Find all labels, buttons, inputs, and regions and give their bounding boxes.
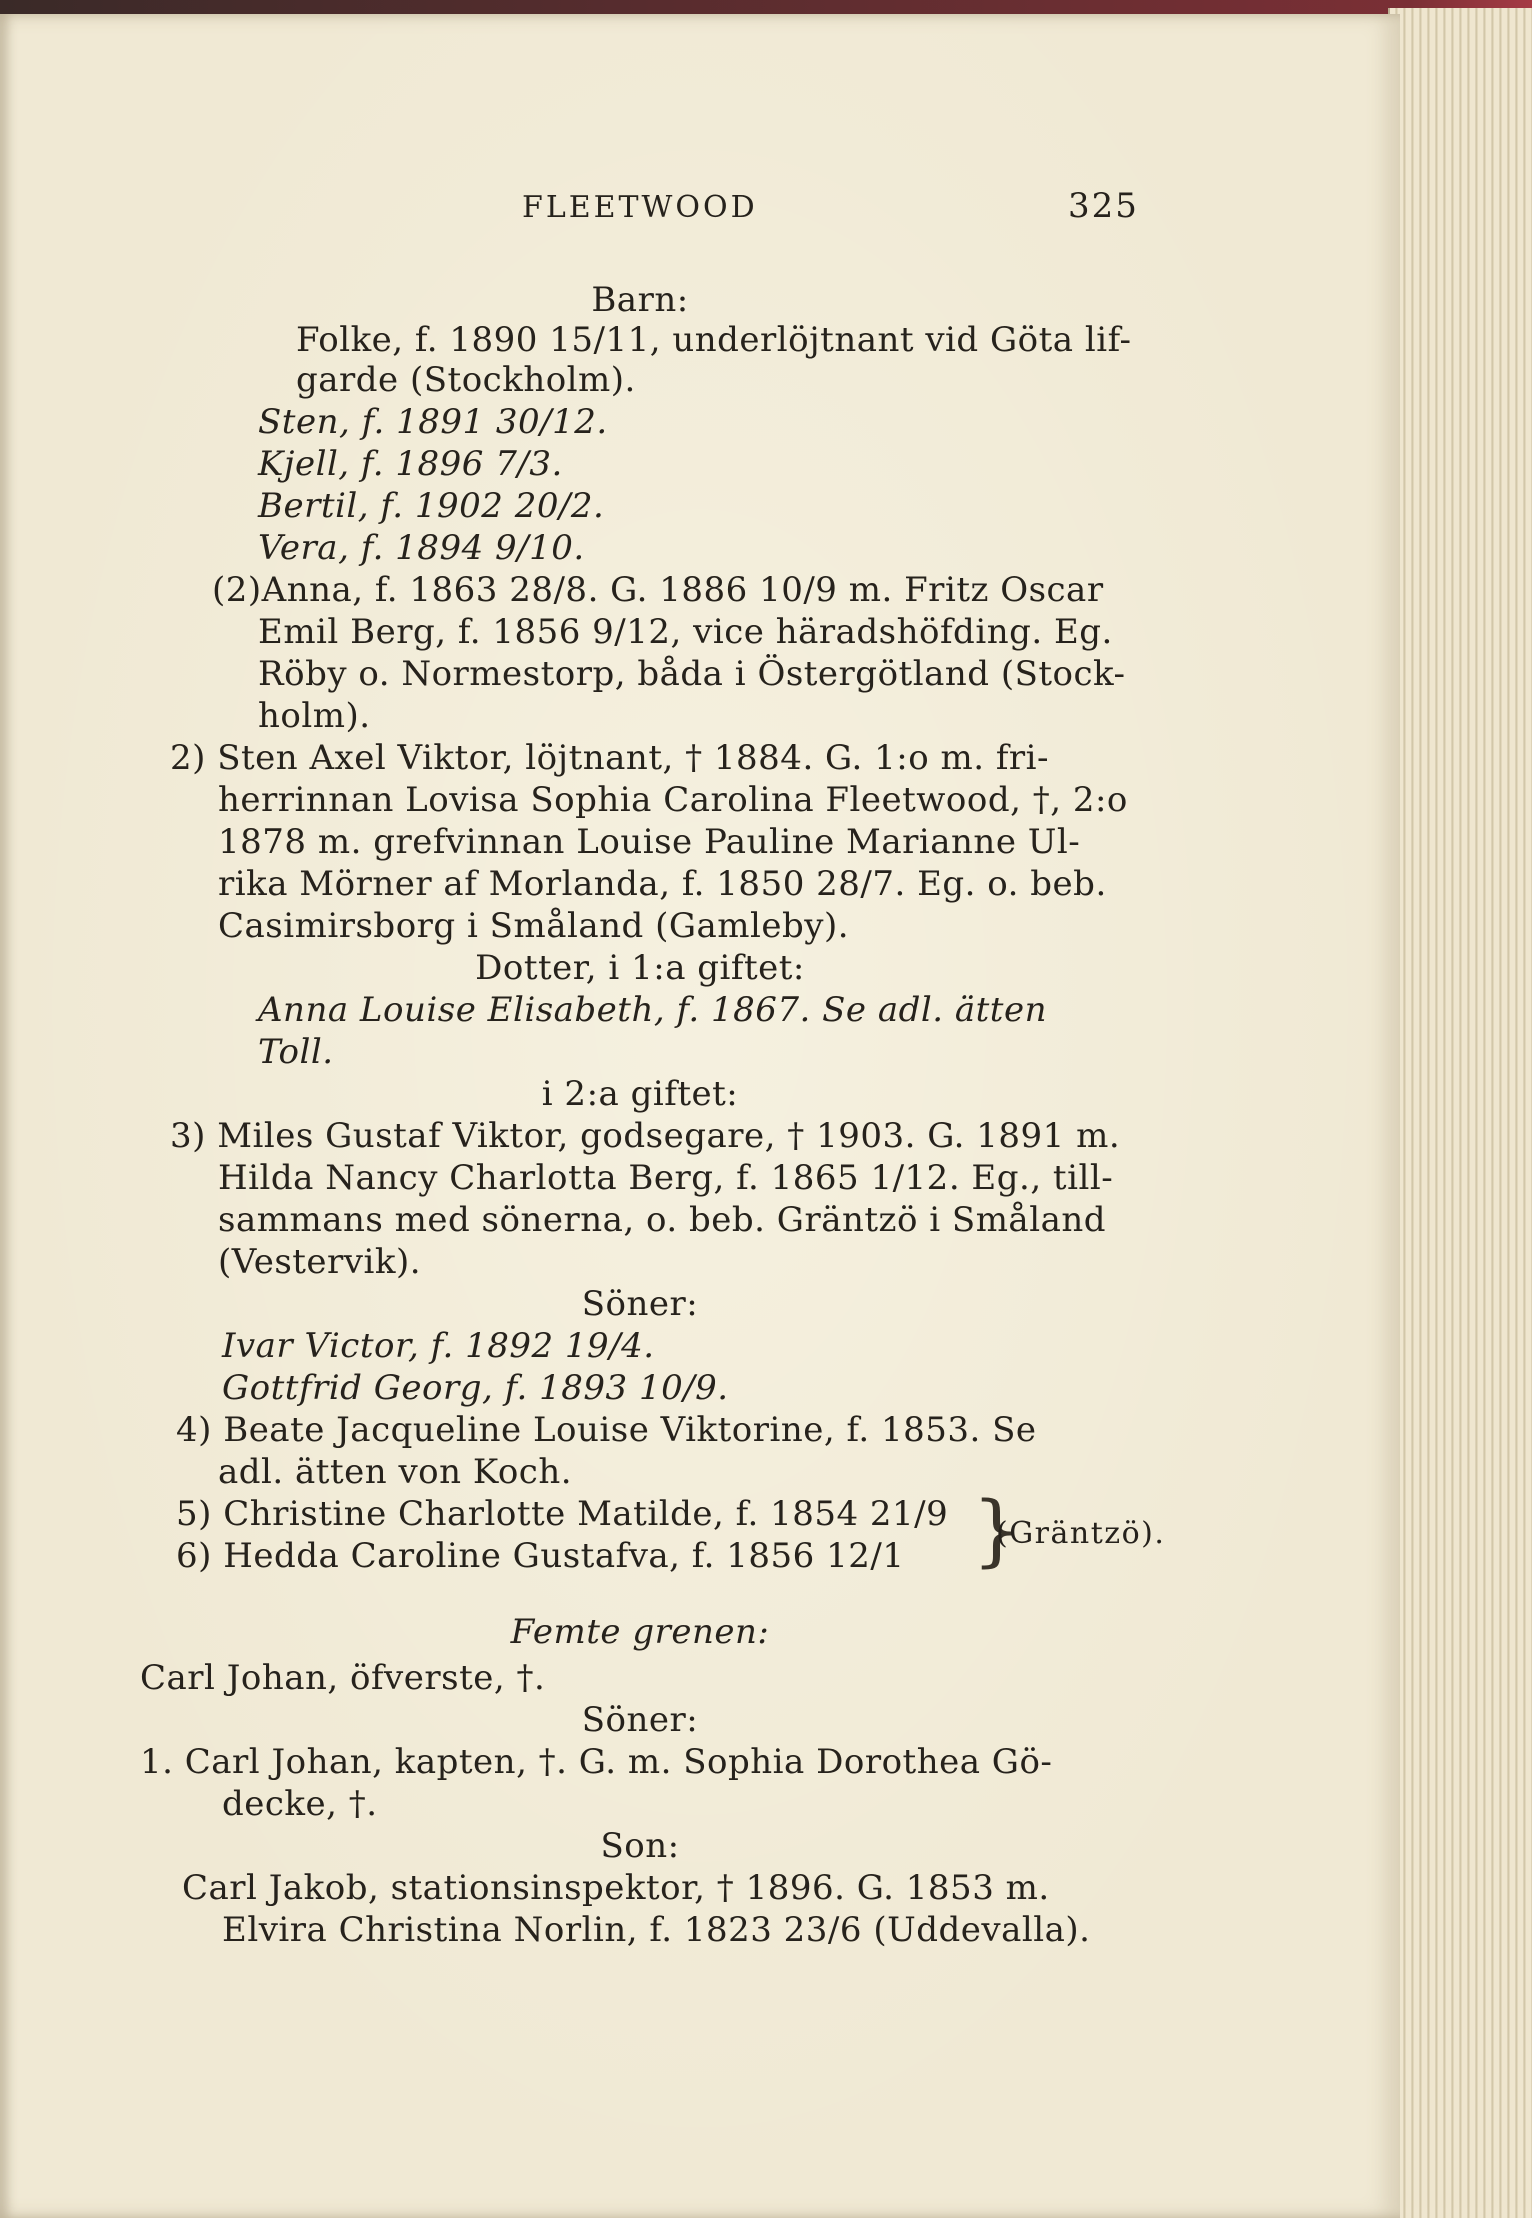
text-line: 2) Sten Axel Viktor, löjtnant, † 1884. G. 1:o m. fri-	[170, 738, 1050, 778]
heading-barn: Barn:	[591, 280, 689, 320]
text-line: 6) Hedda Caroline Gustafva, f. 1856 12/1	[176, 1536, 905, 1576]
text-line: Emil Berg, f. 1856 9/12, vice häradshöfding. Eg.	[258, 612, 1113, 652]
heading-femte-grenen: Femte grenen:	[510, 1612, 770, 1652]
brace: }	[972, 1486, 1022, 1576]
book-page	[0, 14, 1400, 2218]
page-number: 325	[1068, 186, 1139, 226]
text-line: 5) Christine Charlotte Matilde, f. 1854 21/9	[176, 1494, 949, 1534]
text-line: Folke, f. 1890 15/11, underlöjtnant vid Göta lif-	[296, 320, 1132, 360]
page-edges	[1388, 8, 1532, 2218]
text-line: 1878 m. grefvinnan Louise Pauline Marianne Ul-	[218, 822, 1081, 862]
text-line: decke, †.	[222, 1784, 378, 1824]
text-line: Anna Louise Elisabeth, f. 1867. Se adl. ätten	[258, 990, 1047, 1030]
text-line: (Vestervik).	[218, 1242, 422, 1282]
heading-soner: Söner:	[581, 1700, 699, 1740]
heading-soner: Söner:	[581, 1284, 699, 1324]
text-line: Hilda Nancy Charlotta Berg, f. 1865 1/12. Eg., till-	[218, 1158, 1114, 1198]
heading-son: Son:	[600, 1826, 680, 1866]
text-line: Sten, f. 1891 30/12.	[258, 402, 608, 442]
text-line: Vera, f. 1894 9/10.	[258, 528, 585, 568]
text-line: adl. ätten von Koch.	[218, 1452, 573, 1492]
text-line: Kjell, f. 1896 7/3.	[258, 444, 563, 484]
text-line: Elvira Christina Norlin, f. 1823 23/6 (Uddevalla).	[222, 1910, 1091, 1950]
text-line: holm).	[258, 696, 371, 736]
text-line: 3) Miles Gustaf Viktor, godsegare, † 1903. G. 1891 m.	[170, 1116, 1121, 1156]
text-line: Ivar Victor, f. 1892 19/4.	[222, 1326, 655, 1366]
running-title: FLEETWOOD	[522, 190, 758, 225]
text-line: herrinnan Lovisa Sophia Carolina Fleetwood, †, 2:o	[218, 780, 1128, 820]
text-line: 1. Carl Johan, kapten, †. G. m. Sophia Dorothea Gö-	[140, 1742, 1053, 1782]
text-line: sammans med sönerna, o. beb. Gräntzö i Småland	[218, 1200, 1107, 1240]
text-line: Gottfrid Georg, f. 1893 10/9.	[222, 1368, 729, 1408]
heading-dotter: Dotter, i 1:a giftet:	[475, 948, 805, 988]
text-line: Casimirsborg i Småland (Gamleby).	[218, 906, 850, 946]
text-line: rika Mörner af Morlanda, f. 1850 28/7. Eg. o. beb.	[218, 864, 1107, 904]
text-line: 4) Beate Jacqueline Louise Viktorine, f. 1853. Se	[176, 1410, 1037, 1450]
heading-second-marriage: i 2:a giftet:	[541, 1074, 739, 1114]
text-line: (2)Anna, f. 1863 28/8. G. 1886 10/9 m. Fritz Oscar	[212, 570, 1104, 610]
text-line: Carl Johan, öfverste, †.	[140, 1658, 546, 1698]
text-line: (Gräntzö).	[996, 1516, 1166, 1551]
text-line: Bertil, f. 1902 20/2.	[258, 486, 605, 526]
text-line: Toll.	[258, 1032, 334, 1072]
text-line: Carl Jakob, stationsinspektor, † 1896. G. 1853 m.	[182, 1868, 1050, 1908]
text-line: Röby o. Normestorp, båda i Östergötland (Stock-	[258, 654, 1126, 694]
text-line: garde (Stockholm).	[296, 360, 636, 400]
